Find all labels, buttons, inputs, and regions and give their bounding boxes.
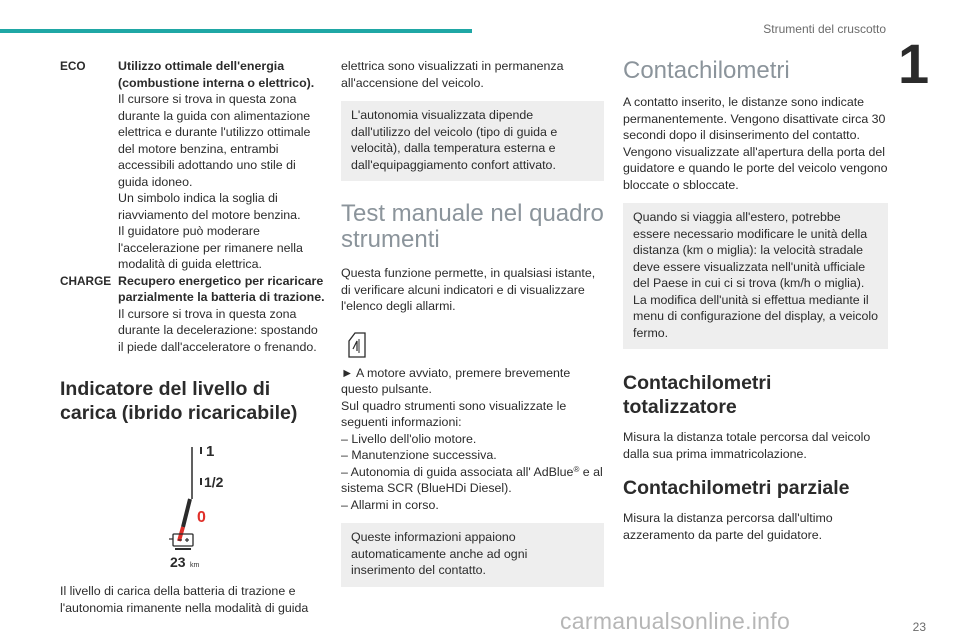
mode-desc: [118, 273, 325, 356]
mode-text3: Il guidatore può moderare l'accelerazione per rimanere nella modalità di guida elettrica.: [118, 224, 303, 271]
gauge-label-half: 1/2: [204, 474, 224, 490]
manual-test-heading: Test manuale nel quadro strumenti: [341, 200, 604, 253]
info-item-text: – Autonomia di guida associata all' AdBlue: [341, 464, 574, 479]
autonomy-note: [341, 101, 604, 181]
note-text: Queste informazioni appaiono automaticamente anche ad ogni inserimento del contatto.: [351, 530, 528, 577]
mode-desc: [118, 58, 325, 273]
gauge-caption: Il livello di carica della batteria di trazione e l'autonomia rimanente nella modalità di guida: [60, 584, 309, 615]
page-number: 23: [912, 620, 926, 634]
action-instruction: ► A motore avviato, premere brevemente questo pulsante.: [341, 365, 571, 396]
registered-mark: ®: [573, 464, 580, 474]
column-3: [623, 58, 888, 543]
mode-bold: Recupero energetico per ricaricare parzialmente la batteria di trazione.: [118, 273, 325, 304]
odometer-heading: Contachilometri: [623, 57, 790, 84]
info-item: – Manutenzione successiva.: [341, 448, 497, 462]
mode-list: [60, 58, 325, 355]
info-item: – Allarmi in corso.: [341, 497, 439, 512]
mode-text: Il cursore si trova in questa zona durante la decelerazione: spostando il piede dall'acceleratore o frenando.: [118, 306, 318, 354]
mode-charge: [60, 273, 325, 356]
continued-text: elettrica sono visualizzati in permanenza all'accensione del veicolo.: [341, 59, 564, 90]
gauge-fill: [183, 499, 190, 527]
gauge-range-value: 23: [170, 554, 186, 570]
units-note: [623, 203, 888, 349]
note-text: Quando si viaggia all'estero, potrebbe essere necessario modificare le unità della distanza (km o miglia): la velocità stradale deve essere visualizzata nell'unità ufficiale del Paese in cui ci si trova (km/h o miglia).: [633, 210, 868, 290]
manual-test-intro: Questa funzione permette, in qualsiasi istante, di verificare alcuni indicatori e di visualizzare l'elenco degli allarmi.: [341, 266, 596, 313]
mode-text2: Un simbolo indica la soglia di riavviamento del motore benzina.: [118, 191, 301, 222]
gauge-tick-half: [200, 478, 202, 485]
charge-gauge-illustration: [60, 439, 325, 573]
gauge-tick-full: [200, 447, 202, 454]
chapter-number: 1: [898, 29, 960, 98]
test-button-illustration: [341, 329, 604, 359]
section-title: Strumenti del cruscotto: [763, 22, 886, 36]
total-odometer-desc: Misura la distanza totale percorsa dal veicolo dalla sua prima immatricolazione.: [623, 430, 871, 461]
charge-indicator-heading: Indicatore del livello di carica (ibrido ricaricabile): [60, 378, 298, 424]
info-item-tail: e al sistema SCR (BlueHDi Diesel).: [341, 464, 603, 495]
charge-gauge: [60, 439, 325, 573]
gauge-label-zero: 0: [197, 509, 206, 526]
mode-term: ECO: [60, 59, 86, 73]
column-2: [341, 58, 604, 587]
info-item: [341, 464, 604, 497]
auto-display-note: [341, 523, 604, 587]
gauge-label-full: 1: [206, 443, 215, 460]
trip-odometer-heading: Contachilometri parziale: [623, 477, 850, 499]
test-button-icon: [341, 329, 371, 359]
total-odometer-heading: Contachilometri totalizzatore: [623, 372, 772, 418]
info-item: – Livello dell'olio motore.: [341, 431, 477, 446]
odometer-desc: A contatto inserito, le distanze sono indicate permanentemente. Vengono disattivate circa 30 secondi dopo il disinserimento del contatto. Vengono visualizzate all'apertura della porta del guidatore e quando le porte del veicolo vengono bloccate o sbloccate.: [623, 95, 888, 192]
info-intro: Sul quadro strumenti sono visualizzate le seguenti informazioni:: [341, 398, 567, 429]
mode-text: Il cursore si trova in questa zona durante la guida con alimentazione elettrica e durante l'utilizzo ottimale del motore benzina, entrambi accessibili adottando uno stile di guida idoneo.: [118, 92, 311, 189]
gauge-range-unit: km: [190, 562, 200, 569]
trip-odometer-desc: Misura la distanza percorsa dall'ultimo azzeramento da parte del guidatore.: [623, 511, 833, 542]
mode-term: CHARGE: [60, 273, 112, 288]
column-1: [60, 58, 325, 616]
note-text-b: La modifica dell'unità si effettua mediante il menu di configurazione del display, a veicolo fermo.: [633, 292, 878, 340]
mode-bold: Utilizzo ottimale dell'energia (combustione interna o elettrico).: [118, 59, 315, 90]
watermark: carmanualsonline.info: [560, 608, 791, 634]
mode-eco: [60, 58, 325, 273]
note-text: L'autonomia visualizzata dipende dall'utilizzo del veicolo (tipo di guida e velocità), dalla temperatura esterna e dall'equipaggiamento confort attivato.: [351, 108, 558, 172]
header-accent-bar: [0, 29, 472, 33]
